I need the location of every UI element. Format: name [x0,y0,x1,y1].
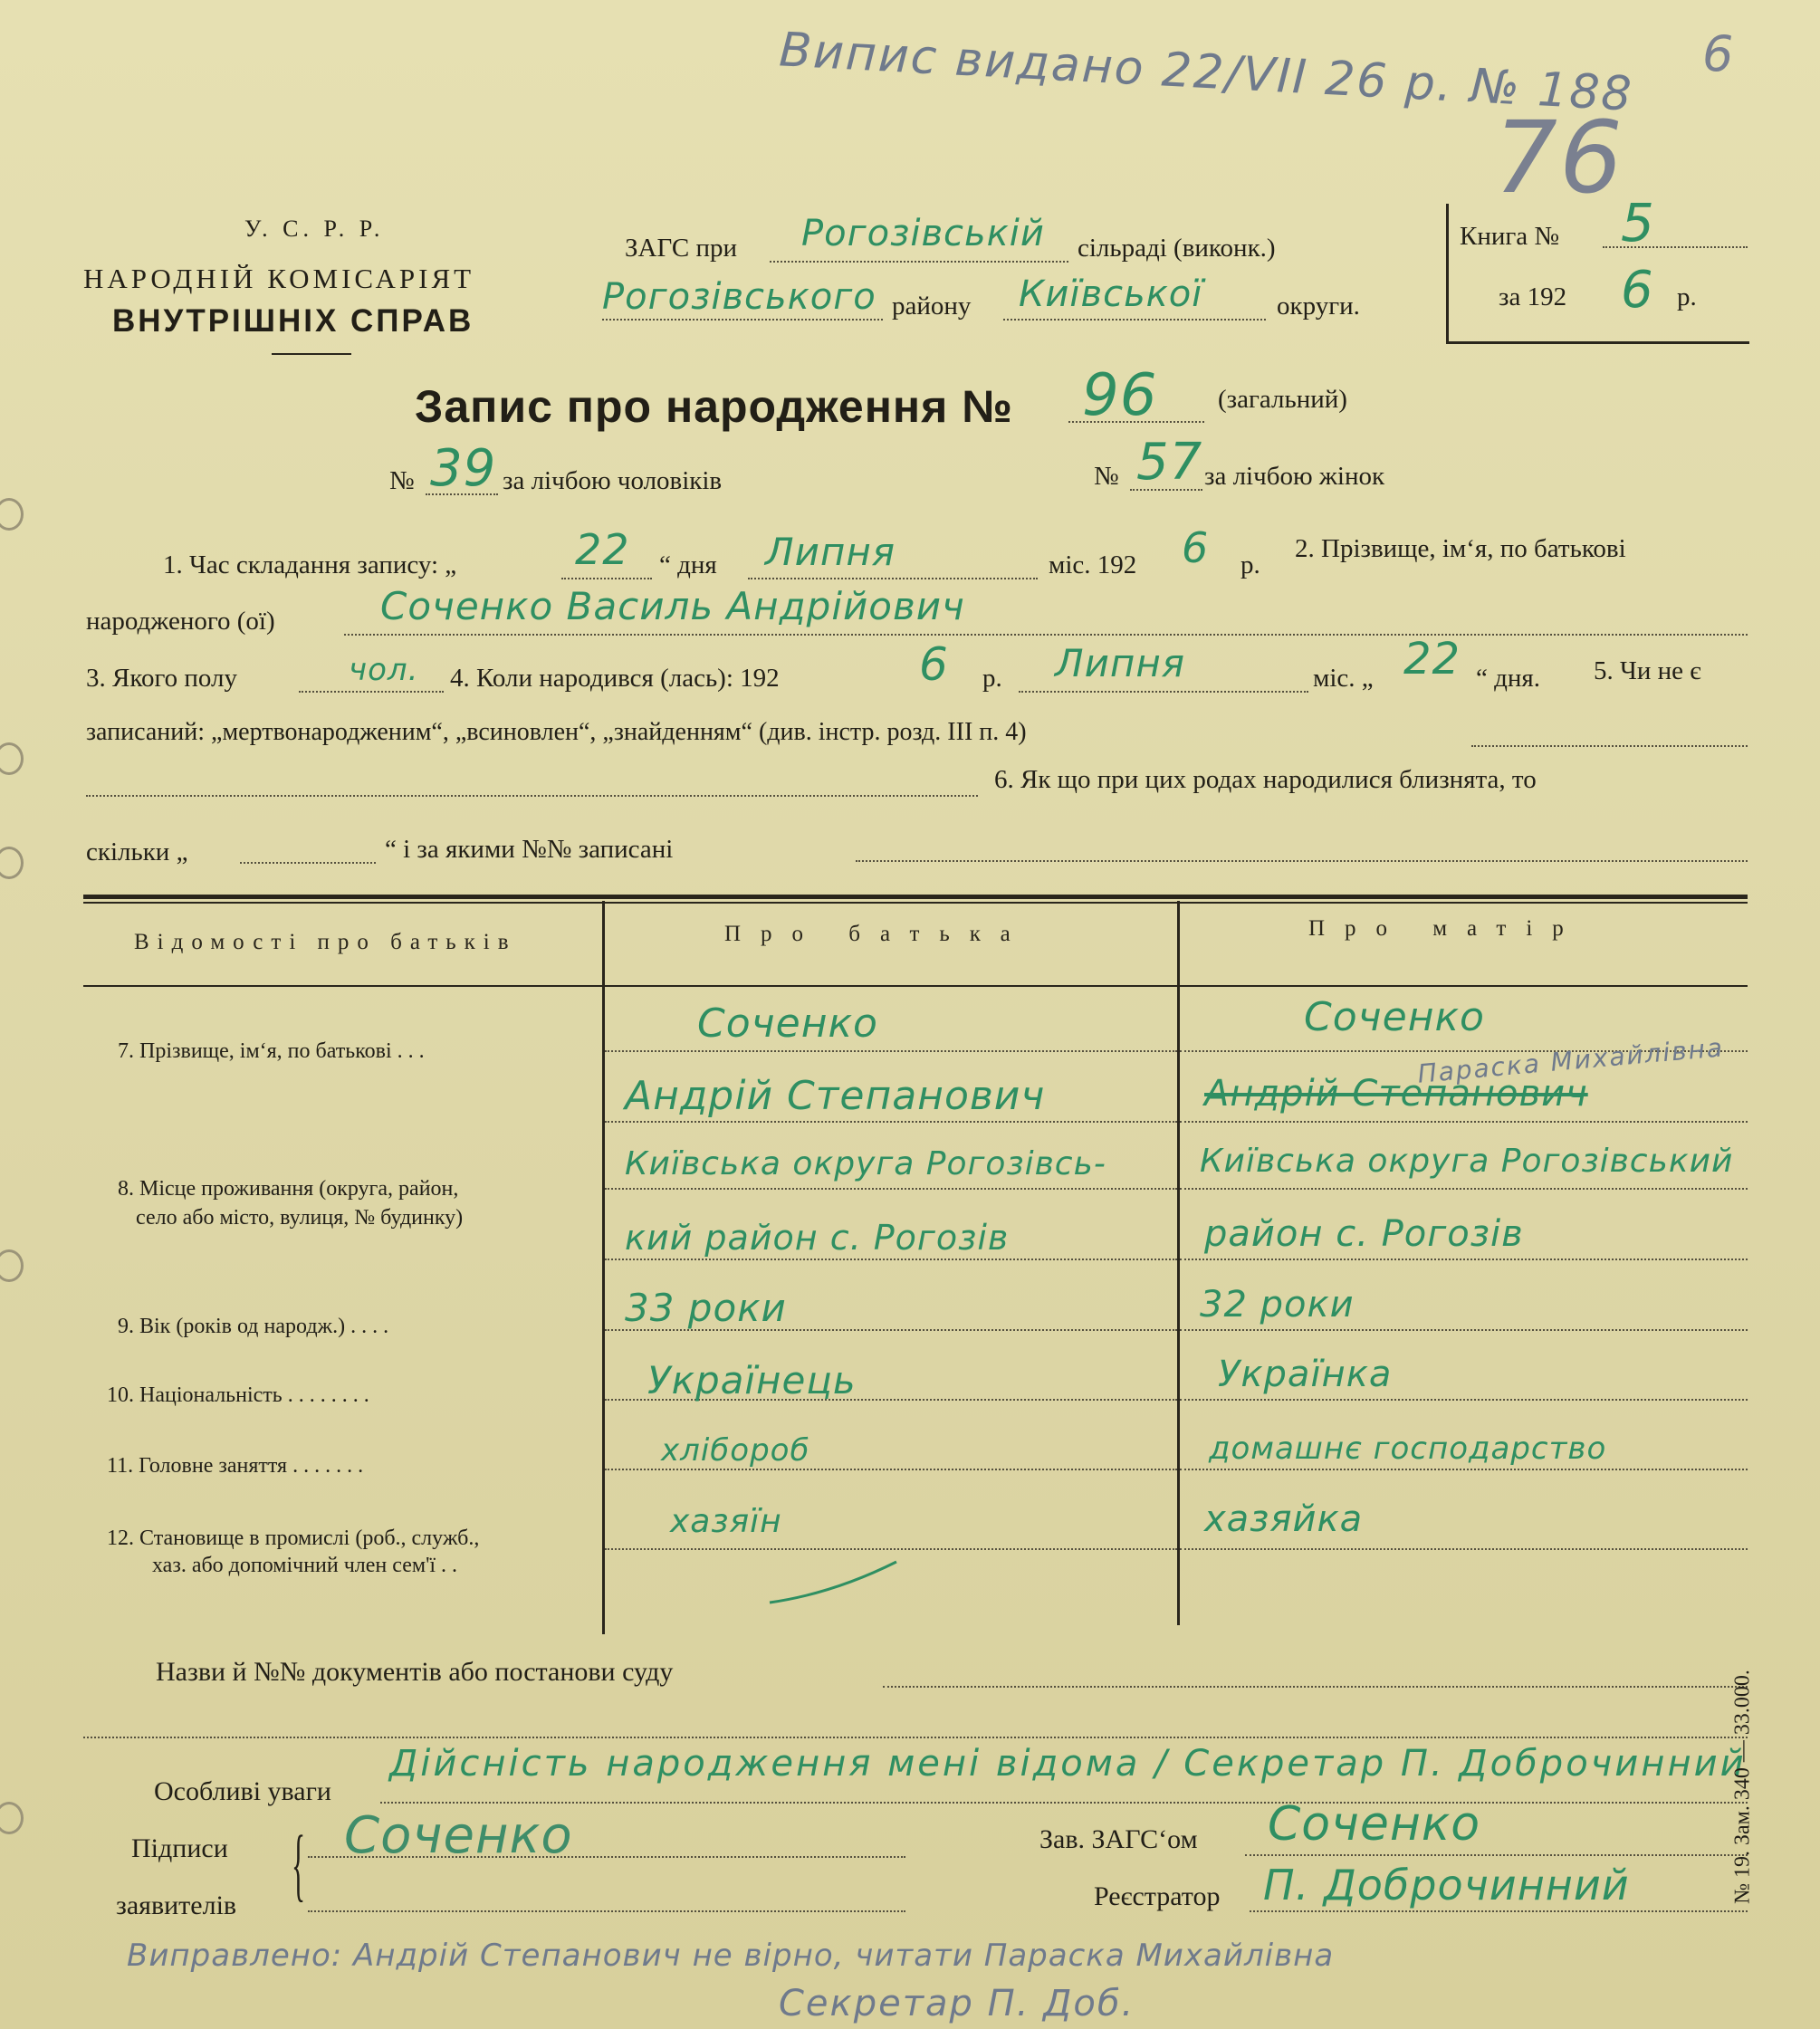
okruha-name: Київської [1019,273,1203,315]
men-prefix: № [389,466,415,495]
women-prefix: № [1094,462,1119,491]
applicant-signature: Соченко [344,1806,573,1865]
registrar-signature: П. Доброчинний [1263,1861,1630,1909]
applicant-line-2 [308,1910,905,1912]
father-occupation: хлібороб [661,1432,810,1469]
row-line [1180,1399,1748,1401]
father-status: хазяїн [670,1503,782,1540]
field3-line [299,691,444,693]
commissariat-title: НАРОДНІЙ КОМІСАРІЯТ [83,263,475,294]
row-line [1180,1469,1748,1470]
mother-residence-2: район с. Рогозів [1204,1213,1524,1255]
field2-label-cont: народженого (ої) [86,607,275,636]
head-line [1245,1854,1748,1856]
punch-hole [0,1802,24,1834]
okruha-label: округи. [1277,292,1360,321]
row-label-nationality: 10. Національність . . . . . . . . [107,1383,369,1407]
row-line [605,1259,1177,1260]
mother-surname: Соченко [1304,994,1485,1040]
table-top-rule [83,895,1748,899]
field4-year: 6 [919,638,949,691]
row-line [1180,1121,1748,1123]
punch-hole [0,847,24,879]
field4-day-label: “ дня. [1476,664,1540,693]
mother-nationality: Українка [1218,1354,1393,1395]
field4-month-label: міс. „ [1313,664,1374,693]
field5-label: 5. Чи не є [1594,656,1701,685]
col-header-father: Про батька [724,922,1030,946]
book-label: Книга № [1460,222,1560,251]
council-name: Рогозівській [801,213,1045,254]
row-line [605,1469,1177,1470]
punch-hole [0,1249,24,1282]
field1-month-line [748,578,1038,579]
field5-label-cont: записаний: „мертвонародженим“, „всиновлен“, „знайденням“ (див. інстр. розд. III п. 4) [86,718,1027,746]
birth-month: Липня [1055,641,1186,685]
father-age: 33 роки [625,1286,787,1330]
col-header-mother: Про матір [1308,916,1584,941]
women-number: 57 [1136,433,1203,492]
row-label-age: 9. Вік (років од народж.) . . . . [118,1315,389,1338]
documents-label: Назви й №№ документів або постанови суду [156,1657,674,1687]
field4-month-line [1019,691,1308,693]
father-residence-1: Київська округа Рогозівсь- [625,1145,1106,1182]
field1-day-label: “ дня [659,550,717,579]
okruha-line [1003,319,1266,321]
row-label-status-2: хаз. або допомічний член сем'ї . . [152,1554,458,1577]
special-line [380,1802,1748,1804]
corner-number: 6 [1702,25,1736,82]
field6-label-cont: скільки „ [86,837,188,866]
field2-label: 2. Прізвище, ім‘я, по батькові [1295,534,1626,563]
ussr-header: У. С. Р. Р. [244,215,385,242]
table-col-divider-2 [1177,901,1180,1625]
council-label: сільраді (виконк.) [1078,234,1276,263]
row-label-residence-1: 8. Місце проживання (округа, район, [118,1177,459,1201]
row-line [605,1121,1177,1123]
record-number: 96 [1082,362,1158,429]
field1-year-suffix: р. [1240,550,1260,579]
row-line [605,1548,1177,1550]
row-line [1180,1259,1748,1260]
district-line [602,319,883,321]
mother-occupation: домашнє господарство [1209,1431,1607,1467]
head-label: Зав. ЗАГС‘ом [1039,1824,1198,1854]
row-label-occupation: 11. Головне заняття . . . . . . . [107,1454,364,1478]
record-title: Запис про народження № [415,381,1013,432]
birth-day: 22 [1403,634,1461,684]
correction-signature: Секретар П. Доб. [779,1983,1135,2024]
field6-count-line [240,862,376,864]
book-box-bottom [1446,341,1749,344]
field6-label-end: “ і за якими №№ записані [385,835,674,864]
field1-day: 22 [575,525,630,574]
field1-year: 6 [1182,523,1210,572]
district-name: Рогозівського [602,276,876,318]
signatures-label: Підписи [131,1833,228,1863]
men-label: за лічбою чоловіків [503,466,723,495]
ministry-title: ВНУТРІШНІХ СПРАВ [112,303,474,339]
book-year-digit: 6 [1621,261,1654,320]
correction-note: Виправлено: Андрій Степанович не вірно, читати Параска Михайлівна [127,1938,1335,1974]
row-line [605,1050,1177,1052]
row-label-residence-2: село або місто, вулиця, № будинку) [136,1206,464,1230]
mother-name-crossed: Андрій Степанович [1204,1073,1588,1115]
book-number: 5 [1621,192,1655,254]
row-label-status-1: 12. Становище в промислі (роб., служб., [107,1527,480,1550]
field6-line [856,860,1748,862]
father-residence-2: кий район с. Рогозів [625,1218,1010,1258]
documents-line [883,1686,1748,1688]
print-order-code: № 19. Зам. 340 — 33.000. [1730,1670,1755,1904]
row-line [1180,1548,1748,1550]
field1-day-line [561,578,652,579]
field2-line [344,634,1748,636]
mother-age: 32 роки [1200,1284,1355,1326]
registrar-label: Реєстратор [1094,1881,1221,1911]
row-line [1180,1329,1748,1331]
head-signature: Соченко [1268,1797,1481,1852]
archive-number: 76 [1494,100,1624,215]
issued-copy-note: Випис видано 22/VII 26 р. № 188 [778,23,1635,122]
pen-stroke [761,1557,905,1612]
book-year-suffix: р. [1677,282,1697,311]
field1-month: Липня [765,530,896,574]
field1-label: 1. Час складання запису: „ [163,550,457,579]
book-year-label: за 192 [1499,282,1567,311]
field4-label: 4. Коли народився (лась): 192 [450,664,780,693]
punch-hole [0,498,24,531]
special-label: Особливі уваги [154,1776,331,1806]
table-col-divider-1 [602,901,605,1634]
field5-line-2 [86,795,978,797]
council-line [770,261,1068,263]
registrar-line [1250,1910,1748,1912]
table-top-rule-2 [83,902,1748,904]
book-box-left [1446,204,1449,344]
child-name: Соченко Василь Андрійович [380,584,965,628]
men-number: 39 [430,439,497,498]
women-label: за лічбою жінок [1204,462,1385,491]
mother-residence-1: Київська округа Рогозівський [1200,1143,1734,1180]
mother-name-correction: Параска Михайлівна [1416,1032,1726,1089]
row-line [605,1188,1177,1190]
district-label: району [892,292,972,321]
father-surname: Соченко [697,1000,878,1047]
brace: { [292,1820,306,1909]
divider [272,353,351,355]
field5-line [1471,745,1748,747]
special-remarks: Дійсність народження мені відома / Секретар П. Доброчинний [389,1743,1747,1785]
father-name: Андрій Степанович [625,1073,1046,1119]
child-sex: чол. [349,652,419,688]
field3-label: 3. Якого полу [86,664,237,693]
table-header-rule [83,985,1748,987]
zags-prefix: ЗАГС при [625,234,737,263]
row-line [1180,1188,1748,1190]
field6-label: 6. Як що при цих родах народилися близнята, то [994,765,1537,794]
col-header-parents: Відомості про батьків [134,930,517,954]
row-label-name: 7. Прізвище, ім‘я, по батькові . . . [118,1039,425,1063]
mother-status: хазяйка [1204,1498,1364,1540]
punch-hole [0,742,24,775]
field4-year-suffix: р. [982,664,1002,693]
applicants-label: заявителів [116,1890,237,1920]
documents-line-2 [83,1737,1748,1738]
father-nationality: Українець [647,1358,857,1402]
field1-month-label: міс. 192 [1049,550,1137,579]
record-general-label: (загальний) [1218,385,1347,414]
